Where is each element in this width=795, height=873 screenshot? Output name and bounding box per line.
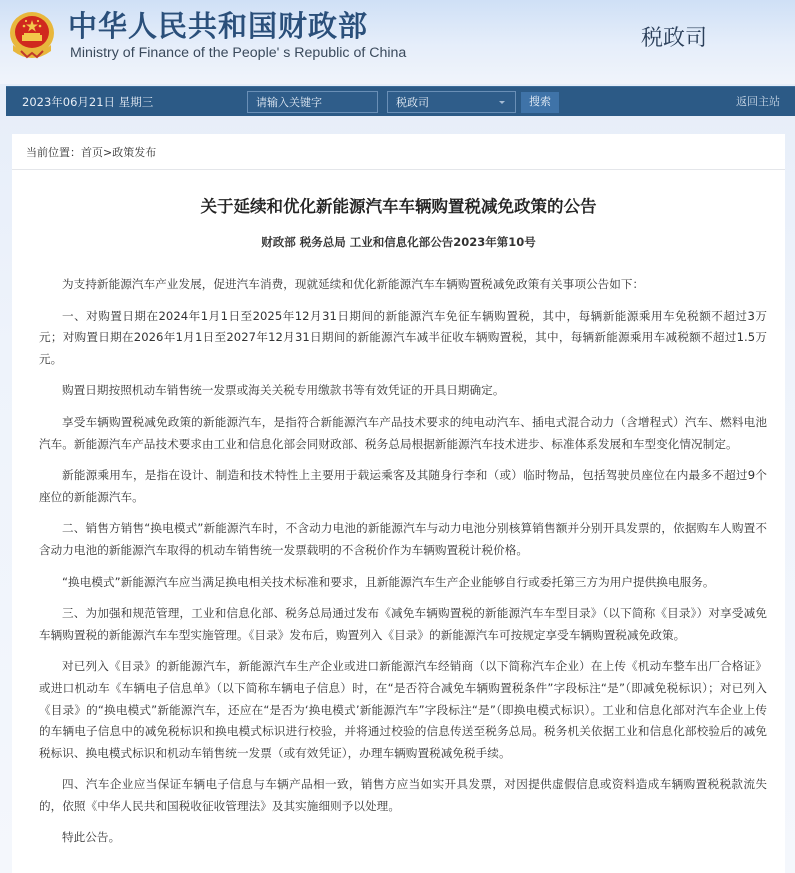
paragraph: 购置日期按照机动车销售统一发票或海关关税专用缴款书等有效凭证的开具日期确定。 <box>62 383 505 398</box>
paragraph: “换电模式”新能源汽车应当满足换电相关技术标准和要求，且新能源汽车生产企业能够自行或委托第三方为用户提供换电服务。 <box>62 574 715 589</box>
department-select-value: 税政司 <box>396 96 429 109</box>
paragraph: 新能源乘用车，是指在设计、制造和技术特性上主要用于载运乘客及其随身行李和（或）临时物品，包括驾驶员座位在内最多不超过9个座位的新能源汽车。 <box>39 468 767 504</box>
document-number: 财政部 税务总局 工业和信息化部公告2023年第10号 <box>261 235 536 249</box>
department-select[interactable] <box>387 91 516 113</box>
paragraph: 二、销售方销售“换电模式”新能源汽车时，不含动力电池的新能源汽车与动力电池分别核算销售额并分别开具发票的，依据购车人购置不含动力电池的新能源汽车取得的机动车销售统一发票载明的不含税价作为车辆购置税计税价格。 <box>39 521 767 557</box>
national-emblem-icon[interactable] <box>7 9 57 63</box>
search-input[interactable] <box>247 91 378 113</box>
paragraph: 三、为加强和规范管理，工业和信息化部、税务总局通过发布《减免车辆购置税的新能源汽车车型目录》（以下简称《目录》）对享受减免车辆购置税的新能源汽车车型实施管理。《目录》发布后，购置列入《目录》的新能源汽车可按规定享受车辆购置税减免政策。 <box>39 606 767 642</box>
paragraph: 对已列入《目录》的新能源汽车，新能源汽车生产企业或进口新能源汽车经销商（以下简称汽车企业）在上传《机动车整车出厂合格证》或进口机动车《车辆电子信息单》（以下简称车辆电子信息）时，在“是否符合减免车辆购置税条件”字段标注“是”（即减免税标识）；对已列入《目录》的“换电模式”新能源汽车，还应在“是否为‘换电模式’新能源汽车”字段标注“是”（即换电模式标识）。工业和信息化部对汽车企业上传的车辆电子信息中的减免税标识和换电模式标识进行校验，并将通过校验的信息传送至税务总局。税务机关依据工业和信息化部校验后的减免税标识、换电模式标识和机动车销售统一发票（或有效凭证），办理车辆购置税减免税手续。 <box>39 659 767 760</box>
article-card <box>12 134 785 873</box>
paragraph: 享受车辆购置税减免政策的新能源汽车，是指符合新能源汽车产品技术要求的纯电动汽车、插电式混合动力（含增程式）汽车、燃料电池汽车。新能源汽车产品技术要求由工业和信息化部会同财政部、税务总局根据新能源汽车技术进步、标准体系发展和车型变化情况制定。 <box>39 414 767 451</box>
department-title: 税政司 <box>641 26 708 51</box>
paragraph: 一、对购置日期在2024年1月1日至2025年12月31日期间的新能源汽车免征车辆购置税，其中，每辆新能源乘用车免税额不超过3万元；对购置日期在2026年1月1日至2027年12月31日期间的新能源汽车减半征收车辆购置税，其中，每辆新能源乘用车减税额不超过1.5万元。 <box>39 308 767 366</box>
site-header <box>0 0 795 84</box>
top-navbar <box>6 86 795 116</box>
paragraph: 四、汽车企业应当保证车辆电子信息与车辆产品相一致，销售方应当如实开具发票，对因提供虚假信息或资料造成车辆购置税税款流失的，依照《中华人民共和国税收征收管理法》及其实施细则予以处理。 <box>39 777 767 813</box>
ministry-english-title: Ministry of Finance of the People' s Republic of China <box>70 45 407 61</box>
chevron-down-icon <box>499 101 505 104</box>
current-date: 2023年06月21日 星期三 <box>22 95 154 109</box>
article-body <box>39 274 767 859</box>
article-title: 关于延续和优化新能源汽车车辆购置税减免政策的公告 <box>200 197 597 216</box>
back-to-main-site-link[interactable]: 返回主站 <box>736 95 780 108</box>
paragraph: 为支持新能源汽车产业发展，促进汽车消费，现就延续和优化新能源汽车车辆购置税减免政策有关事项公告如下： <box>62 277 645 291</box>
search-button[interactable]: 搜索 <box>521 92 559 113</box>
breadcrumb: 当前位置：首页>政策发布 <box>12 134 785 170</box>
paragraph: 特此公告。 <box>62 830 121 845</box>
ministry-chinese-title: 中华人民共和国财政部 <box>68 9 369 43</box>
